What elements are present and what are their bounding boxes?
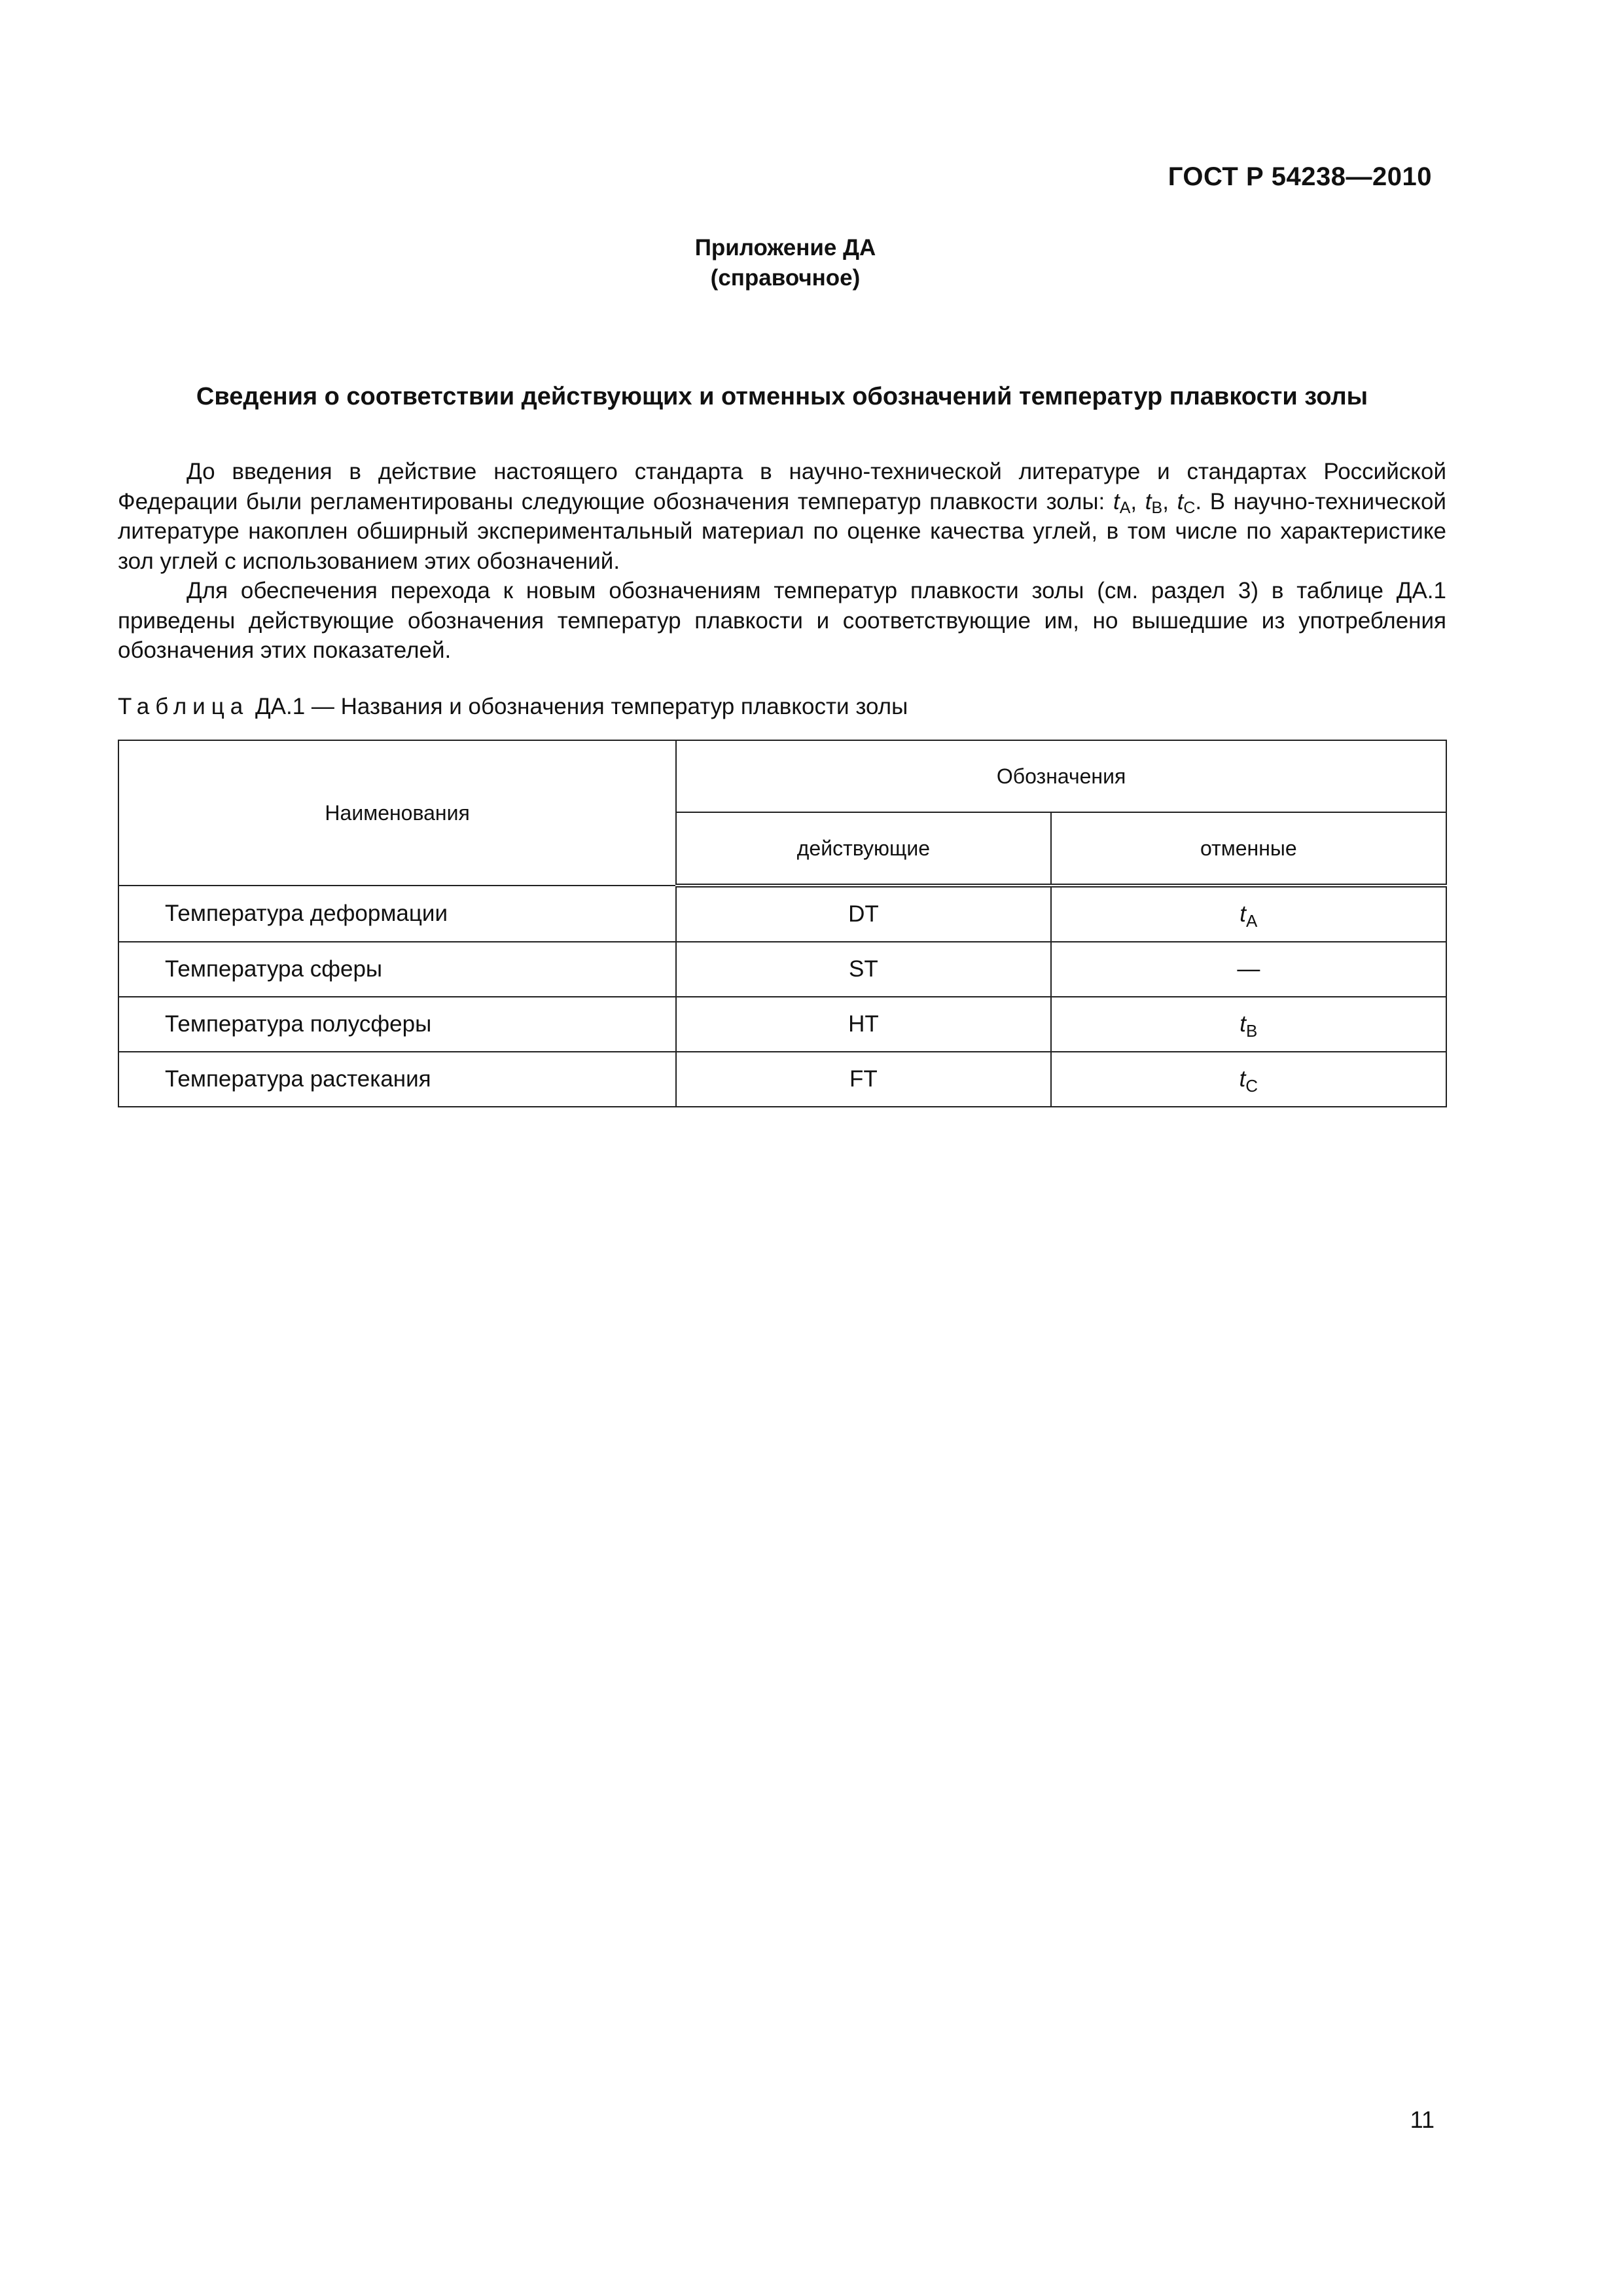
subscript-c: C	[1183, 498, 1196, 517]
table-row	[118, 942, 1446, 997]
table-row	[118, 997, 1446, 1052]
row-current-code: ST	[676, 942, 1050, 997]
table-caption-text: ДА.1 — Названия и обозначения температур плавкости золы	[249, 694, 908, 719]
row-name: Температура сферы	[118, 942, 676, 997]
paragraph-1-after: . В научно-технической литературе накоплен обширный экспериментальный материал по оценке качества углей, в том числе по характеристике зол углей с использованием этих обозначений.	[118, 488, 1446, 574]
row-current-code: HT	[676, 997, 1050, 1052]
symbol-t-a: t	[1113, 488, 1120, 514]
obsolete-symbol: t	[1240, 901, 1247, 927]
subscript-b: B	[1151, 498, 1163, 517]
row-current-code: FT	[676, 1052, 1050, 1107]
fusion-temperature-table	[118, 740, 1447, 1107]
obsolete-subscript: A	[1246, 911, 1258, 931]
page-number: 11	[1410, 2106, 1435, 2133]
header-obsolete: отменные	[1051, 812, 1446, 886]
paragraph-1	[118, 457, 1446, 576]
row-obsolete-code	[1051, 886, 1446, 942]
row-obsolete-code	[1051, 997, 1446, 1052]
appendix-title: Приложение ДА	[694, 235, 876, 260]
body-text	[118, 457, 1446, 666]
obsolete-subscript: B	[1246, 1021, 1258, 1041]
paragraph-1-before: До введения в действие настоящего стандарта в научно-технической литературе и стандартах Российской Федерации были регламентированы следующие обозначения температур плавкости золы:	[118, 459, 1446, 514]
row-obsolete-code	[1051, 942, 1446, 997]
separator-2: ,	[1162, 488, 1177, 514]
separator-1: ,	[1130, 488, 1145, 514]
row-current-code: DT	[676, 886, 1050, 942]
table-row	[118, 886, 1446, 942]
table-row	[118, 1052, 1446, 1107]
appendix-subtitle: (справочное)	[710, 265, 861, 291]
header-designations: Обозначения	[676, 740, 1446, 812]
subscript-a: A	[1119, 498, 1131, 517]
obsolete-symbol: t	[1240, 1011, 1247, 1037]
section-title: Сведения о соответствии действующих и отменных обозначений температур плавкости золы	[196, 383, 1368, 410]
document-code: ГОСТ Р 54238—2010	[1168, 162, 1432, 191]
obsolete-text: —	[1237, 956, 1260, 982]
table-caption	[118, 694, 908, 720]
row-name: Температура растекания	[118, 1052, 676, 1107]
obsolete-subscript: C	[1245, 1076, 1258, 1096]
symbol-t-c: t	[1177, 488, 1184, 514]
symbol-t-b: t	[1145, 488, 1152, 514]
header-name: Наименования	[118, 740, 676, 886]
obsolete-symbol: t	[1239, 1066, 1246, 1092]
table-caption-word: Таблица	[118, 694, 249, 719]
row-name: Температура полусферы	[118, 997, 676, 1052]
row-name: Температура деформации	[118, 886, 676, 942]
paragraph-2: Для обеспечения перехода к новым обозначениям температур плавкости золы (см. раздел 3) в таблице ДА.1 приведены действующие обозначения температур плавкости и соответствующие им, но вышедшие из употребления обозначения этих показателей.	[118, 578, 1446, 663]
row-obsolete-code	[1051, 1052, 1446, 1107]
header-current: действующие	[676, 812, 1050, 886]
